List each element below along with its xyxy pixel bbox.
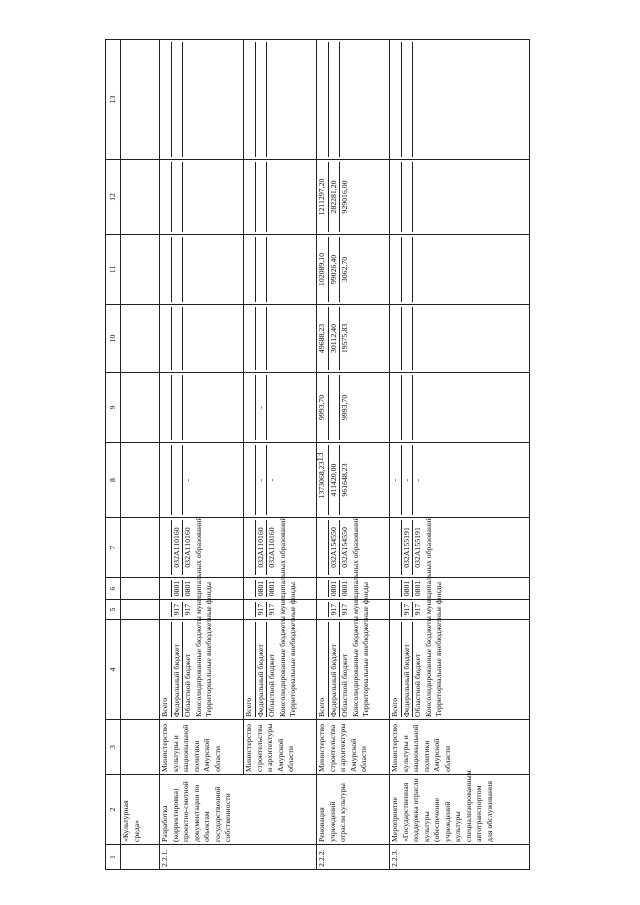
amount-c9-value: - — [256, 375, 268, 440]
amount-c5-value: 917 — [340, 603, 350, 616]
funding-sources-value: Федеральный бюджет — [256, 622, 268, 717]
amount-c12 — [390, 160, 530, 235]
amount-c6-value: 0801 — [413, 580, 423, 597]
amount-c11-value: 102089,10 — [317, 237, 329, 302]
amount-c12-value: 282281,20 — [329, 162, 341, 232]
amount-c6-value — [390, 580, 402, 597]
amount-c13-value — [329, 42, 341, 157]
amount-c10-value — [390, 307, 402, 370]
amount-c10 — [244, 305, 317, 373]
amount-c9-value — [278, 375, 289, 440]
amount-c12-value — [267, 162, 278, 232]
amount-c13-value — [413, 42, 424, 157]
amount-c5-value: 917 — [267, 603, 277, 616]
continuation-fragment: «Культурная среда» — [121, 775, 160, 845]
amount-c12-value — [390, 162, 402, 232]
funding-sources-value: Федеральный бюджет — [172, 622, 184, 717]
amount-c7-value: 032A110160 — [256, 520, 268, 575]
amount-c9-value — [413, 375, 424, 440]
amount-c7-value — [317, 520, 329, 575]
amount-c8 — [317, 443, 390, 518]
amount-c8-value: 1373068,23 — [317, 445, 329, 515]
amount-c11-value — [267, 237, 278, 302]
amount-c12-value — [204, 162, 215, 232]
amount-c11 — [244, 235, 317, 305]
amount-c11-value — [183, 237, 194, 302]
funding-sources-value: Областной бюджет — [183, 653, 192, 717]
amount-c11-value — [256, 237, 268, 302]
amount-c13 — [244, 40, 317, 160]
amount-c13-value — [244, 42, 256, 157]
amount-c10-value — [288, 307, 299, 370]
amount-c11-value — [351, 237, 362, 302]
funding-sources-value: Областной бюджет — [267, 653, 277, 717]
funding-sources-value: Всего — [317, 622, 329, 717]
empty-cell — [121, 305, 160, 373]
amount-c9-value — [351, 375, 362, 440]
amount-c8-value — [434, 445, 445, 515]
empty-cell — [121, 40, 160, 160]
amount-c10-value — [361, 307, 372, 370]
amount-c7 — [390, 518, 530, 578]
amount-c6-value: 0801 — [183, 580, 192, 597]
amount-c9-value — [244, 375, 256, 440]
amount-c12-value — [361, 162, 372, 232]
amount-c11-value: 3062,70 — [340, 256, 350, 283]
row-number-cell — [121, 845, 160, 870]
column-header: 11 — [106, 235, 121, 305]
amount-c13-value — [390, 42, 402, 157]
amount-c8-value — [160, 445, 172, 515]
funding-sources-value: Территориальные внебюджетные фонды — [204, 582, 213, 717]
amount-c10-value — [351, 307, 362, 370]
empty-cell — [121, 518, 160, 578]
amount-c9 — [317, 373, 390, 443]
amount-c9-value — [288, 375, 299, 440]
funding-sources-value: Консолидированные бюджеты муниципальных образований — [277, 516, 287, 717]
amount-c11-value — [424, 237, 435, 302]
amount-c11-value — [204, 237, 215, 302]
amount-c13-value — [288, 42, 299, 157]
column-header: 6 — [106, 578, 121, 600]
amount-c12-value — [278, 162, 289, 232]
amount-c7-value: 032A110160 — [267, 527, 277, 568]
amount-c13-value — [194, 42, 205, 157]
amount-c12-value — [413, 162, 424, 232]
amount-c7-value — [160, 520, 172, 575]
amount-c13 — [390, 40, 530, 160]
funding-sources-value: Федеральный бюджет — [329, 622, 341, 717]
funding-sources-value: Федеральный бюджет — [402, 622, 414, 717]
amount-c12 — [244, 160, 317, 235]
amount-c13-value — [172, 42, 184, 157]
column-header: 8 — [106, 443, 121, 518]
column-header: 4 — [106, 620, 121, 720]
amount-c8 — [160, 443, 244, 518]
column-header: 5 — [106, 600, 121, 620]
amount-c12-value — [288, 162, 299, 232]
empty-cell — [121, 620, 160, 720]
table-row — [390, 40, 530, 870]
amount-c13-value — [278, 42, 289, 157]
amount-c8-value: - — [402, 445, 414, 515]
amount-c8-value — [204, 445, 215, 515]
amount-c10-value — [424, 307, 435, 370]
budget-table — [105, 39, 530, 870]
amount-c10-value: 30112,40 — [329, 307, 341, 370]
amount-c5-value: 917 — [402, 602, 414, 617]
amount-c7-value — [244, 520, 256, 575]
amount-c8-value: 411420,00 — [329, 445, 341, 515]
row-number: 2.2.3. — [390, 845, 530, 870]
amount-c11 — [160, 235, 244, 305]
amount-c9-value — [172, 375, 184, 440]
amount-c11-value — [413, 237, 424, 302]
amount-c12-value: 929016,00 — [340, 180, 350, 214]
amount-c12-value — [424, 162, 435, 232]
funding-sources-value: Территориальные внебюджетные фонды — [361, 582, 371, 717]
amount-c10-value — [160, 307, 172, 370]
funding-sources-value: Территориальные внебюджетные фонды — [288, 582, 298, 717]
amount-c11-value — [160, 237, 172, 302]
amount-c8-value — [278, 445, 289, 515]
amount-c7-value — [204, 520, 215, 575]
amount-c10-value — [267, 307, 278, 370]
measure-name: Мероприятие «Государственная поддержка отрасли культуры (обеспечение учреждений культуры специализированным автотранспортом для обслуживания — [390, 775, 530, 845]
amount-c9-value — [267, 375, 278, 440]
amount-c12-value — [183, 162, 194, 232]
amount-c8-value: - — [390, 445, 402, 515]
amount-c5-value: 917 — [329, 602, 341, 617]
amount-c10-value — [402, 307, 414, 370]
executor-cell: Министерство строительства и архитектуры Амурской области — [317, 720, 390, 775]
empty-cell — [121, 235, 160, 305]
amount-c9-value — [204, 375, 215, 440]
amount-c13-value — [267, 42, 278, 157]
amount-c12 — [317, 160, 390, 235]
amount-c11-value — [288, 237, 299, 302]
amount-c9-value — [434, 375, 445, 440]
amount-c11 — [390, 235, 530, 305]
amount-c12-value — [160, 162, 172, 232]
amount-c6-value: 0801 — [402, 580, 414, 597]
column-header: 3 — [106, 720, 121, 775]
amount-c9-value — [183, 375, 194, 440]
amount-c9 — [160, 373, 244, 443]
amount-c11-value — [278, 237, 289, 302]
empty-cell — [121, 373, 160, 443]
funding-sources-value: Всего — [160, 622, 172, 717]
amount-c5-value — [160, 602, 172, 617]
amount-c7-value — [434, 520, 445, 575]
amount-c13-value — [402, 42, 414, 157]
amount-c6-value — [244, 580, 256, 597]
amount-c8-value — [244, 445, 256, 515]
amount-c12-value — [194, 162, 205, 232]
amount-c9-value — [402, 375, 414, 440]
amount-c9 — [390, 373, 530, 443]
funding-sources-value: Областной бюджет — [340, 653, 350, 717]
amount-c10-value — [413, 307, 424, 370]
amount-c13-value — [204, 42, 215, 157]
amount-c6-value: 0801 — [267, 580, 277, 597]
amount-c10 — [160, 305, 244, 373]
amount-c8-value — [288, 445, 299, 515]
amount-c7-value: 032A154550 — [340, 527, 350, 568]
amount-c5 — [390, 600, 530, 620]
amount-c8-value — [361, 445, 372, 515]
amount-c10-value — [278, 307, 289, 370]
amount-c9-value: 9993,70 — [317, 375, 329, 440]
budget-table-sheet — [105, 40, 530, 870]
amount-c8-value: - — [256, 445, 268, 515]
executor-cell: Министерство культуры и национальной политики Амурской области — [390, 720, 530, 775]
amount-c13 — [160, 40, 244, 160]
continuation-row — [121, 40, 160, 870]
amount-c9-value — [424, 375, 435, 440]
amount-c12-value — [434, 162, 445, 232]
amount-c12-value — [256, 162, 268, 232]
amount-c8 — [390, 443, 530, 518]
amount-c12-value — [402, 162, 414, 232]
amount-c13-value — [434, 42, 445, 157]
amount-c10-value — [172, 307, 184, 370]
amount-c13-value — [361, 42, 372, 157]
empty-cell — [121, 600, 160, 620]
amount-c10-value — [204, 307, 215, 370]
funding-sources-value: Консолидированные бюджеты муниципальных образований — [350, 516, 360, 717]
column-header: 9 — [106, 373, 121, 443]
amount-c13-value — [424, 42, 435, 157]
executor-cell: Министерство строительства и архитектуры Амурской области — [244, 720, 317, 775]
amount-c13-value — [183, 42, 194, 157]
amount-c9 — [244, 373, 317, 443]
amount-c11-value — [434, 237, 445, 302]
funding-sources-value: Консолидированные бюджеты муниципальных образований — [193, 516, 203, 717]
amount-c5-value: 917 — [172, 602, 184, 617]
column-header: 10 — [106, 305, 121, 373]
amount-c13-value — [160, 42, 172, 157]
funding-sources-value: Всего — [244, 622, 256, 717]
amount-c11-value — [172, 237, 184, 302]
amount-c13-value — [340, 42, 351, 157]
amount-c10-value — [256, 307, 268, 370]
amount-c8-value: - — [183, 478, 192, 482]
amount-c13-value — [256, 42, 268, 157]
table-row — [317, 40, 390, 870]
measure-name: Разработка (корректировка) проектно-сметной документации по объектам государственной собственности — [160, 775, 317, 845]
header-row — [106, 40, 121, 870]
amount-c10-value: 19575,83 — [340, 323, 350, 354]
amount-c5-value: 917 — [413, 603, 423, 616]
amount-c6-value — [317, 580, 329, 597]
amount-c6-value — [160, 580, 172, 597]
row-number: 2.2.1. — [160, 845, 317, 870]
amount-c7-value — [390, 520, 402, 575]
amount-c9-value — [194, 375, 205, 440]
amount-c8-value — [424, 445, 435, 515]
amount-c11-value: 99026,40 — [329, 237, 341, 302]
amount-c7-value: 032A155191 — [413, 527, 423, 568]
amount-c9-value — [361, 375, 372, 440]
table-row — [244, 40, 317, 870]
funding-sources-value: Консолидированные бюджеты муниципальных образований — [423, 516, 433, 717]
executor-cell: Министерство культуры и национальной политики Амурской области — [160, 720, 244, 775]
amount-c11-value — [244, 237, 256, 302]
amount-c12 — [160, 160, 244, 235]
funding-sources-value: Территориальные внебюджетные фонды — [434, 582, 444, 717]
column-header: 1 — [106, 845, 121, 870]
amount-c7-value — [361, 520, 372, 575]
measure-name: Реновация учреждений отрасли культуры — [317, 775, 390, 845]
amount-c7-value: 032A110160 — [172, 520, 184, 575]
amount-c6-value: 0801 — [172, 580, 184, 597]
amount-c8-value: - — [413, 478, 423, 482]
amount-c12-value — [244, 162, 256, 232]
amount-c11-value — [361, 237, 372, 302]
amount-c6-value: 0801 — [340, 580, 350, 597]
amount-c8-value — [351, 445, 362, 515]
amount-c11-value — [194, 237, 205, 302]
amount-c11-value — [390, 237, 402, 302]
amount-c12-value — [172, 162, 184, 232]
amount-c9-value — [160, 375, 172, 440]
amount-c5-value — [317, 602, 329, 617]
empty-cell — [121, 720, 160, 775]
empty-cell — [121, 160, 160, 235]
amount-c12-value: 1211297,20 — [317, 162, 329, 232]
amount-c11 — [317, 235, 390, 305]
column-header: 7 — [106, 518, 121, 578]
amount-c7-value: 032A154550 — [329, 520, 341, 575]
amount-c12-value — [351, 162, 362, 232]
amount-c10-value — [434, 307, 445, 370]
amount-c8-value — [172, 445, 184, 515]
amount-c7-value: 032A110160 — [183, 527, 192, 568]
amount-c6-value: 0801 — [329, 580, 341, 597]
amount-c5-value — [390, 602, 402, 617]
empty-cell — [121, 578, 160, 600]
amount-c10-value — [244, 307, 256, 370]
amount-c9-value — [390, 375, 402, 440]
column-header: 13 — [106, 40, 121, 160]
amount-c10 — [390, 305, 530, 373]
amount-c13-value — [351, 42, 362, 157]
amount-c6-value: 0801 — [256, 580, 268, 597]
amount-c8-value — [194, 445, 205, 515]
amount-c9-value: 9993,70 — [340, 394, 350, 421]
row-number: 2.2.2. — [317, 845, 390, 870]
amount-c5-value: 917 — [256, 602, 268, 617]
amount-c5-value — [244, 602, 256, 617]
amount-c10-value — [194, 307, 205, 370]
amount-c8-value: - — [267, 478, 277, 482]
page-number: 13 — [315, 452, 325, 462]
table-body — [121, 40, 530, 870]
amount-c10 — [317, 305, 390, 373]
amount-c8-value: 961648,23 — [340, 463, 350, 497]
amount-c11-value — [402, 237, 414, 302]
amount-c13 — [317, 40, 390, 160]
funding-sources-value: Областной бюджет — [413, 653, 423, 717]
amount-c13-value — [317, 42, 329, 157]
empty-cell — [121, 443, 160, 518]
table-row — [160, 40, 244, 870]
amount-c10-value: 49688,23 — [317, 307, 329, 370]
amount-c6 — [390, 578, 530, 600]
amount-c8 — [244, 443, 317, 518]
amount-c5-value: 917 — [183, 603, 192, 616]
amount-c9-value — [329, 375, 341, 440]
amount-c10-value — [183, 307, 194, 370]
amount-c7-value — [288, 520, 299, 575]
column-header: 12 — [106, 160, 121, 235]
column-header: 2 — [106, 775, 121, 845]
amount-c7-value: 032A155191 — [402, 520, 414, 575]
funding-sources-value: Всего — [390, 622, 402, 717]
